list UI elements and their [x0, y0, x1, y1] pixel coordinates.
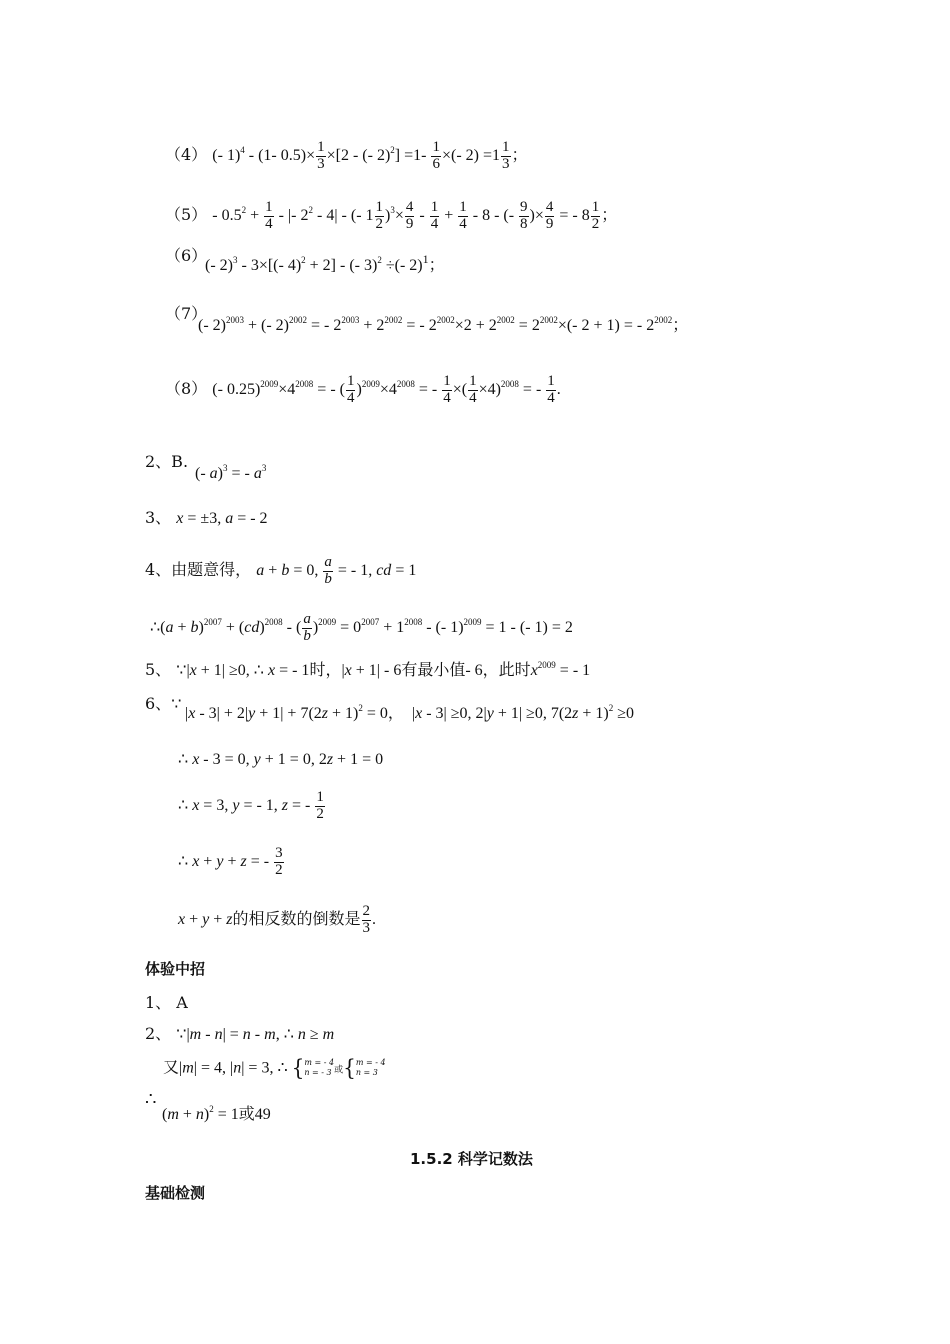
tiyan-2-cases: 又|m| = 4, |n| = 3, ∴ {m = - 4 n = - 3 或{m = - 4 n = 3	[163, 1054, 386, 1082]
item-number: （5）	[165, 204, 208, 224]
item-4	[165, 140, 528, 173]
question-2: 2、B.	[145, 452, 189, 471]
question-6-step2: ∴ x = 3, y = - 1, z = - $\frac{1}{2}$	[178, 789, 324, 822]
question-4: 4、由题意得， a + b = 0, $\frac{a}{b}$ = - 1, cd = 1	[145, 554, 417, 587]
item-5	[165, 200, 617, 233]
item-number: （8）	[165, 378, 208, 398]
expression: a + b = 0, $\frac{a}{b}$ = - 1, cd = 1	[256, 554, 417, 587]
heading-jichu: 基础检测	[145, 1184, 206, 1202]
item-number: （7）	[165, 304, 208, 323]
expression: (- $0.25)^{2009}\times 4^{2008}$ = - ( $\frac{1}{4}$ )$^{2009}\times 4^{2008}$ = - $\frac{1}{4}$ ×( $\frac{1}{4}$ ×4)$^{2008}$ = - $\frac{1}{4}$ .	[212, 373, 561, 406]
expression: x = ±3, a = - 2	[176, 510, 268, 527]
item-8	[165, 374, 561, 407]
question-4-result: ∴(a + b)$^{2007}$ + (cd)$^{2008}$ - ( $\frac{a}{b}$ )$^{2009} = 0^{2007} + 1^{2008}$ - (- 1)$^{2009}$ = 1 - (- 1) = 2	[150, 611, 573, 644]
item-7-expression: (- 2)$^{2003}$ + (- 2)$^{2002}$ = - $2^{2003} + 2^{2002}$ = - $2^{2002}\times 2 + 2^{2002} = 2^{2002}\times(-$ 2 + 1) = - $2^{2002}$；	[198, 315, 689, 334]
question-5: 5、 ∵|x + 1| ≥0, ∴ x = - 1时，|x + 1| - 6有最小值- 6，此时$x^{2009}$ = - 1	[145, 660, 591, 679]
item-number: （6）	[165, 246, 208, 265]
expression: - $0.5^2$ + $\frac{1}{4}$ - |- $2^2 - 4|$ - (- 1 $\frac{1}{2}$ )$^3$× $\frac{4}{9}$ - $\frac{1}{4}$ + $\frac{1}{4}$ - 8 - (- $\frac{9}{8}$ )× $\frac{4}{9}$ = - 8 $\frac{1}{2}$ ；	[212, 199, 618, 232]
item-6	[165, 248, 207, 264]
expression: (- 1)$^4$ - (1- 0.5)× $\frac{1}{3}$ ×[2 - (- 2)$^2$] =1- $\frac{1}{6}$ ×(- 2) =1 $\frac{1}{3}$ ；	[212, 139, 528, 172]
question-2-expression: (- a)$^3$ = - $a^3$	[195, 463, 267, 482]
tiyan-2-result: $(m + n)^2 = 1$或49	[162, 1104, 271, 1123]
question-6: 6、∵	[145, 694, 182, 713]
tiyan-2: 2、 ∵|m - n| = n - m, ∴ n ≥ m	[145, 1024, 335, 1043]
tiyan-1: 1、 A	[145, 993, 188, 1012]
item-6-expression: (- 2)$^3$ - 3×[(- 4)$^2$ + 2] - (- 3)$^2$ ÷(- 2)$^1$；	[205, 252, 445, 274]
expression: ∵|x + 1| ≥0, ∴ x = - 1	[176, 662, 310, 679]
question-6-conclusion: x + y + z的相反数的倒数是 $\frac{2}{3}$ .	[178, 903, 377, 936]
section-heading: 1.5.2 科学记数法	[410, 1150, 533, 1168]
question-6-step1: ∴ x - 3 = 0, y + 1 = 0, 2z + 1 = 0	[178, 751, 384, 768]
tiyan-2-therefore: ∴	[145, 1089, 157, 1109]
item-number: （4）	[165, 144, 208, 164]
question-6-condition: $|x - 3| + 2|y + 1| + 7(2z + 1)^2 = 0$， |x - 3| ≥0, 2|y + 1| ≥0, $7(2z + 1)^2 \ge 0$	[185, 703, 635, 722]
question-3: 3、 x = ±3, a = - 2	[145, 508, 268, 527]
question-6-step3: ∴ x + y + z = - $\frac{3}{2}$	[178, 845, 283, 878]
heading-tiyan: 体验中招	[145, 960, 206, 978]
